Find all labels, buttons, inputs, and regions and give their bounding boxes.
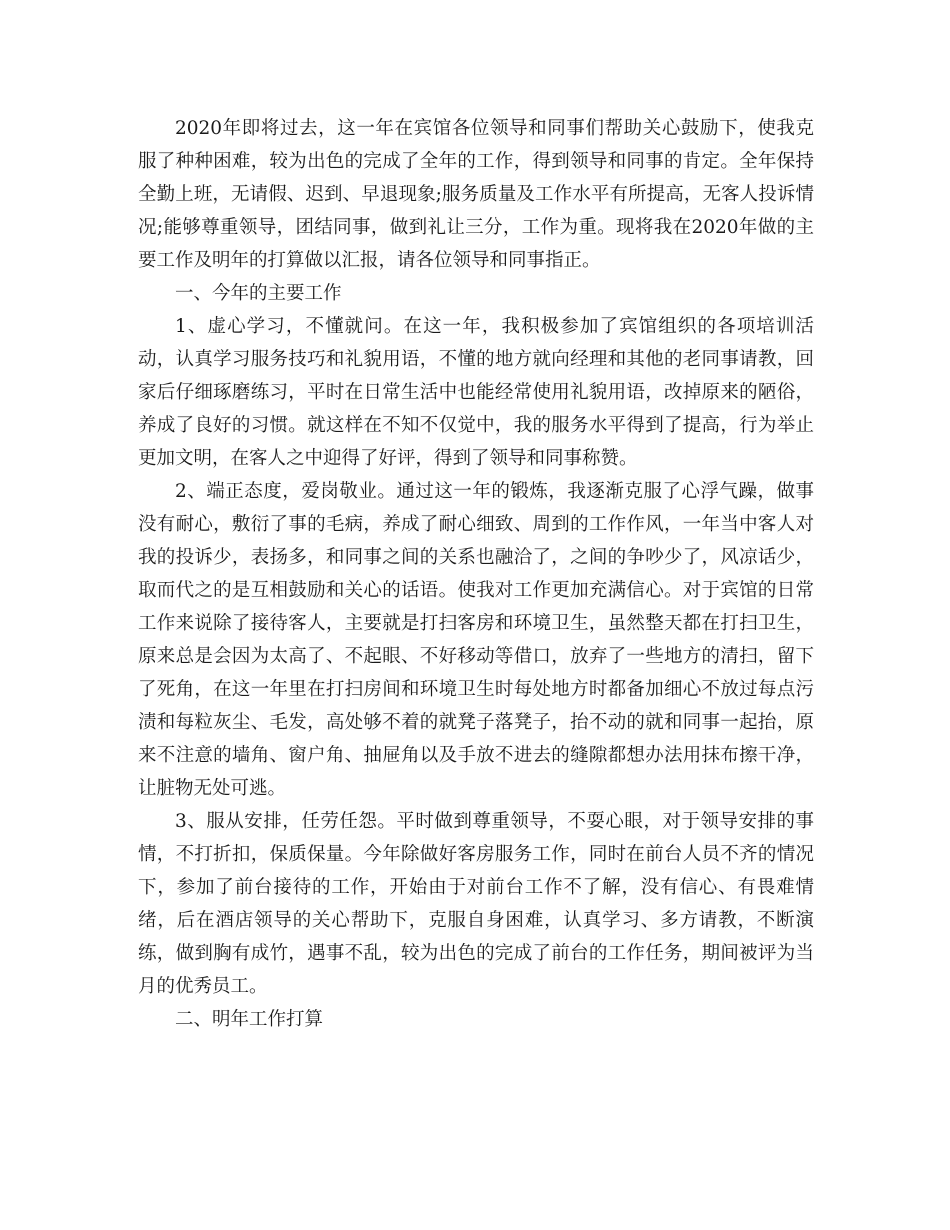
work-item-3-paragraph: 3、服从安排，任劳任怨。平时做到尊重领导，不耍心眼，对于领导安排的事情，不打折扣，保质保量。今年除做好客房服务工作，同时在前台人员不齐的情况下，参加了前台接待的工作，开始由于对前台工作不了解，没有信心、有畏难情绪，后在酒店领导的关心帮助下，克服自身困难，认真学习、多方请教，不断演练，做到胸有成竹，遇事不乱，较为出色的完成了前台的工作任务，期间被评为当月的优秀员工。	[138, 811, 814, 997]
work-item-2-paragraph: 2、端正态度，爱岗敬业。通过这一年的锻炼，我逐渐克服了心浮气躁，做事没有耐心，敷衍了事的毛病，养成了耐心细致、周到的工作作风，一年当中客人对我的投诉少，表扬多，和同事之间的关系也融洽了，之间的争吵少了，风凉话少，取而代之的是互相鼓励和关心的话语。使我对工作更加充满信心。对于宾馆的日常工作来说除了接待客人，主要就是打扫客房和环境卫生，虽然整天都在打扫卫生，原来总是会因为太高了、不起眼、不好移动等借口，放弃了一些地方的清扫，留下了死角，在这一年里在打扫房间和环境卫生时每处地方时都备加细心不放过每点污渍和每粒灰尘、毛发，高处够不着的就凳子落凳子，抬不动的就和同事一起抬，原来不注意的墙角、窗户角、抽屉角以及手放不进去的缝隙都想办法用抹布擦干净，让脏物无处可逃。	[138, 481, 814, 799]
document-body	[138, 112, 814, 1036]
work-item-1-paragraph: 1、虚心学习，不懂就问。在这一年，我积极参加了宾馆组织的各项培训活动，认真学习服务技巧和礼貌用语，不懂的地方就向经理和其他的老同事请教，回家后仔细琢磨练习，平时在日常生活中也能经常使用礼貌用语，改掉原来的陋俗，养成了良好的习惯。就这样在不知不仅觉中，我的服务水平得到了提高，行为举止更加文明，在客人之中迎得了好评，得到了领导和同事称赞。	[138, 316, 814, 469]
section-heading-main-work: 一、今年的主要工作	[175, 283, 342, 304]
section-heading-next-year: 二、明年工作打算	[175, 1009, 324, 1030]
intro-paragraph: 2020年即将过去，这一年在宾馆各位领导和同事们帮助关心鼓励下，使我克服了种种困难，较为出色的完成了全年的工作，得到领导和同事的肯定。全年保持全勤上班，无请假、迟到、早退现象;服务质量及工作水平有所提高，无客人投诉情况;能够尊重领导，团结同事，做到礼让三分，工作为重。现将我在2020年做的主要工作及明年的打算做以汇报，请各位领导和同事指正。	[138, 118, 814, 271]
